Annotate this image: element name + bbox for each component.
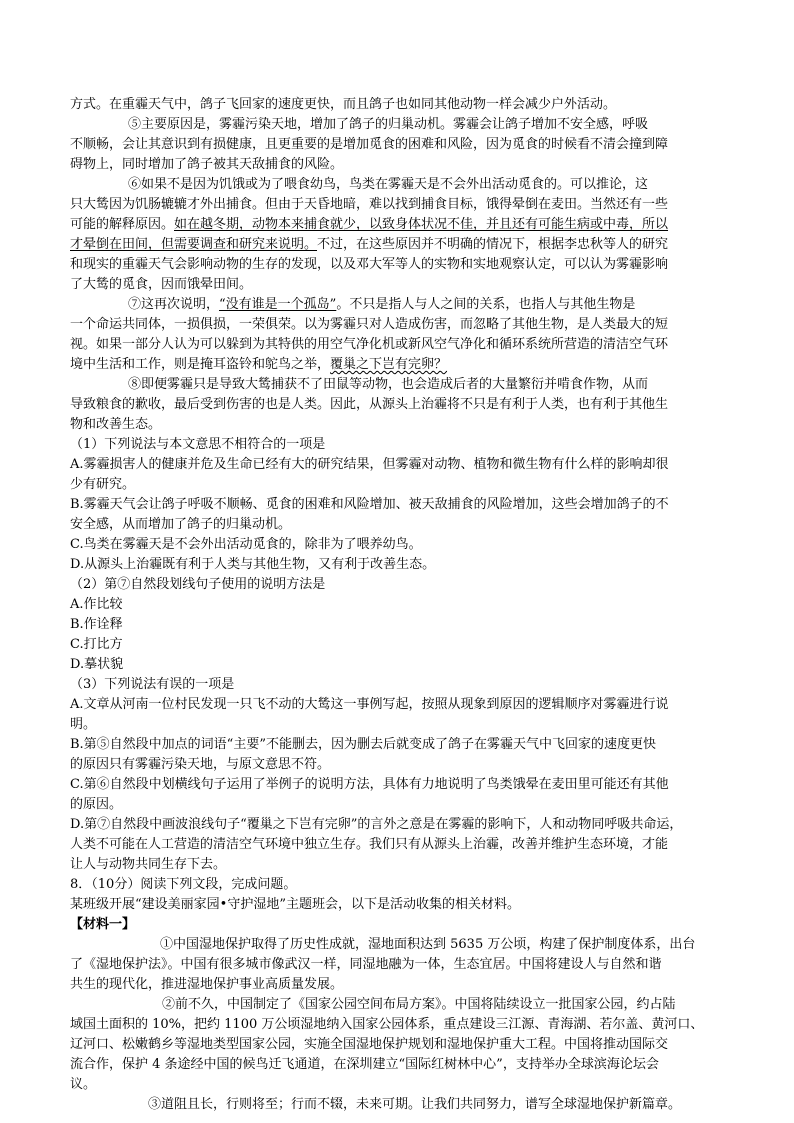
option-line: 的原因。 <box>70 797 123 812</box>
text-line: 境中生活和工作，则是掩耳盗铃和鸵鸟之举，覆巢之下岂有完卵？ <box>70 357 448 372</box>
text-line: 域国土面积的 10%，把约 1100 万公顷湿地纳入国家公园体系，重点建设三江源、青海湖、若尔盖、黄河口、 <box>70 1017 704 1032</box>
option-line: 的原因只有雾霾污染天地，与原文意思不符。 <box>70 757 331 772</box>
text-line: 碍物上，同时增加了鸽子被其天敌捕食的风险。 <box>70 157 344 172</box>
text-line: 和现实的重霾天气会影响动物的生存的发现，以及邓大军等人的实物和实地观察认定，可以认为雾霾影响 <box>70 257 669 272</box>
option-line: 明。 <box>70 717 97 732</box>
option-line: C.打比方 <box>70 637 123 652</box>
text-line: 视。如果一部分人认为可以躲到为其特供的用空气净化机或新风空气净化和循环系统所营造的清洁空气环 <box>70 337 669 352</box>
wavy-underlined-sentence: 覆巢之下岂有完卵？ <box>330 357 448 372</box>
option-line: A.作比较 <box>70 597 123 612</box>
text-line: 方式。在重霾天气中，鸽子飞回家的速度更快，而且鸽子也如同其他动物一样会减少户外活动。 <box>70 97 617 112</box>
option-line: 安全感，从而增加了鸽子的归巢动机。 <box>70 517 292 532</box>
question-1-stem: （1）下列说法与本文意思不相符合的一项是 <box>70 437 326 452</box>
option-line: B.作诠释 <box>70 617 123 632</box>
option-line: D.第⑦自然段中画波浪线句子“覆巢之下岂有完卵”的言外之意是在雾霾的影响下，人和动物同呼吸共命运， <box>70 817 683 832</box>
text-line: 导致粮食的歉收，最后受到伤害的也是人类。因此，从源头上治霾将不只是有利于人类，也有利于其他生 <box>70 397 669 412</box>
paragraph-8-line: ⑧即便雾霾只是导致大鸶捕获不了田鼠等动物，也会造成后者的大量繁衍并啃食作物，从而 <box>128 377 649 392</box>
text-line: 流合作，保护 4 条途经中国的候鸟迁飞通道，在深圳建立“国际红树林中心”，支持举办全球滨海论坛会 <box>70 1057 659 1072</box>
option-line: A.文章从河南一位村民发现一只飞不动的大鸶这一事例写起，按照从现象到原因的逻辑顺序对雾霾进行说 <box>70 697 669 712</box>
option-line: B.雾霾天气会让鸽子呼吸不顺畅、觅食的困难和风险增加、被天敌捕食的风险增加，这些会增加鸽子的不 <box>70 497 669 512</box>
underlined-quote: “没有谁是一个孤岛” <box>219 297 337 312</box>
text-line: 辽河口、松嫩鹤乡等湿地类型国家公园，实施全国湿地保护规划和湿地保护重大工程。中国将推动国际交 <box>70 1037 669 1052</box>
option-line: D.摹状貌 <box>70 657 124 672</box>
text-line: 议。 <box>70 1077 97 1092</box>
option-line: D.从源头上治霾既有利于人类与其他生物，又有利于改善生态。 <box>70 557 436 572</box>
paragraph-6-line: ⑥如果不是因为饥饿或为了喂食幼鸟，鸟类在雾霾天是不会外出活动觅食的。可以推论，这 <box>128 177 649 192</box>
option-line: C.第⑥自然段中划横线句子运用了举例子的说明方法，具体有力地说明了鸟类饿晕在麦田里可能还有其他 <box>70 777 669 792</box>
option-line: 让人与动物共同生存下去。 <box>70 857 227 872</box>
option-line: C.鸟类在雾霾天是不会外出活动觅食的，除非为了喂养幼鸟。 <box>70 537 422 552</box>
material-paragraph-3-line: ③道阻且长，行则将至；行而不辍，未来可期。让我们共同努力，谱写全球湿地保护新篇章。 <box>148 1097 682 1112</box>
option-line: A.雾霾损害人的健康并危及生命已经有大的研究结果，但雾霾对动物、植物和微生物有什么样的影响却很 <box>70 457 669 472</box>
option-line: 少有研究。 <box>70 477 136 492</box>
underlined-sentence: 如在越冬期，动物本来捕食就少，以致身体状况不佳，并且还有可能生病或中毒，所以 <box>174 217 669 232</box>
text-line: 共生的现代化，推进湿地保护事业高质量发展。 <box>70 977 344 992</box>
text-line: 才晕倒在田间，但需要调查和研究来说明。不过，在这些原因并不明确的情况下，根据李忠秋等人的研究 <box>70 237 669 252</box>
option-line: 人类不可能在人工营造的清洁空气环境中独立生存。我们只有从源头上治霾，改善并维护生态环境，才能 <box>70 837 669 852</box>
paragraph-5-line: ⑤主要原因是，雾霾污染天地，增加了鸽子的归巢动机。雾霾会让鸽子增加不安全感，呼吸 <box>128 117 649 132</box>
text-line: 一个命运共同体，一损俱损，一荣俱荣。以为雾霾只对人造成伤害，而忽略了其他生物，是人类最大的短 <box>70 317 669 332</box>
text-line: 可能的解释原因。如在越冬期，动物本来捕食就少，以致身体状况不佳，并且还有可能生病或中毒，所以 <box>70 217 669 232</box>
paragraph-7-line: ⑦这再次说明，“没有谁是一个孤岛”。不只是指人与人之间的关系，也指人与其他生物是 <box>128 297 636 312</box>
question-8-heading: 8．（10分）阅读下列文段，完成问题。 <box>70 877 297 892</box>
text-line: 了《湿地保护法》。中国有很多城市像武汉一样，同湿地融为一体，生态宜居。中国将建设人与自然和谐 <box>70 957 662 972</box>
text-line: 某班级开展“建设美丽家园•守护湿地”主题班会，以下是活动收集的相关材料。 <box>70 897 520 912</box>
question-3-stem: （3）下列说法有误的一项是 <box>70 677 235 692</box>
option-line: B.第⑤自然段中加点的词语“主要”不能删去，因为删去后就变成了鸽子在雾霾天气中飞回家的速度更快 <box>70 737 656 752</box>
text-line: 只大鸶因为饥肠辘辘才外出捕食。但由于天昏地暗，难以找到捕食目标，饿得晕倒在麦田。当然还有一些 <box>70 197 669 212</box>
question-2-stem: （2）第⑦自然段划线句子使用的说明方法是 <box>70 577 326 592</box>
underlined-sentence: 才晕倒在田间，但需要调查和研究来说明。 <box>70 237 318 252</box>
text-line: 不顺畅，会让其意识到有损健康，且更重要的是增加觅食的困难和风险，因为觅食的时候看不清会撞到障 <box>70 137 669 152</box>
material-paragraph-2-line: ②前不久，中国制定了《国家公园空间布局方案》。中国将陆续设立一批国家公园，约占陆 <box>162 997 676 1012</box>
text-line: 物和改善生态。 <box>70 417 162 432</box>
material-paragraph-1-line: ①中国湿地保护取得了历史性成就，湿地面积达到 5635 万公顷，构建了保护制度体系，出台 <box>160 937 696 952</box>
material-one-heading: 【材料一】 <box>70 917 136 932</box>
text-line: 了大鸶的觅食，因而饿晕田间。 <box>70 277 253 292</box>
